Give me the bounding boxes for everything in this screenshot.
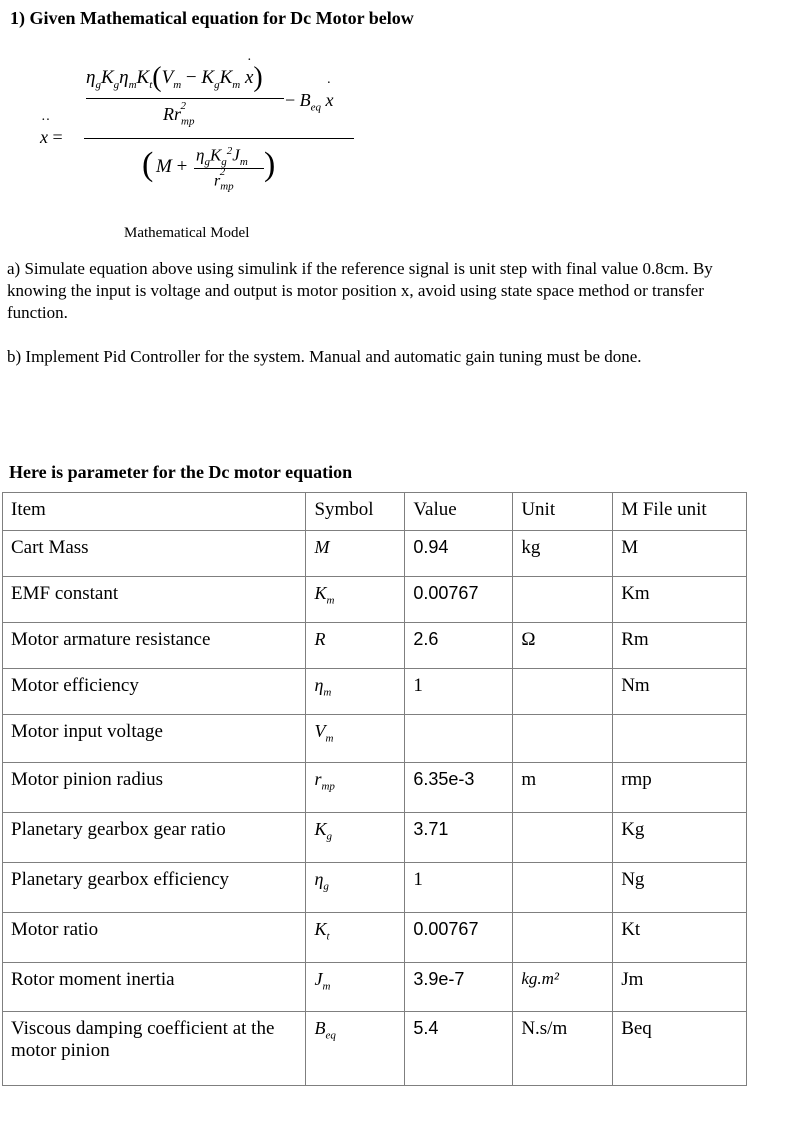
cell-item: EMF constant [3,577,306,623]
table-row [3,531,747,577]
question-a: a) Simulate equation above using simulink if the reference signal is unit step with final value 0.8cm. By knowing the input is voltage and output is motor position x, avoid using state space method or transfer function. [7,259,713,322]
cell-unit [513,913,613,963]
table-row [3,913,747,963]
table-row [3,1012,747,1086]
denominator-bottom: $r_{mp}^2$ [214,166,234,193]
cell-symbol: $B_{eq}$ [306,1012,405,1086]
cell-item: Motor armature resistance [3,623,306,669]
cell-item: Motor ratio [3,913,306,963]
cell-symbol: $J_m$ [306,963,405,1012]
equation-numerator-top: $\eta_gK_g\eta_mK_t(V_m - K_gK_m$ x · ) [86,53,263,93]
cell-value: 2.6 [405,623,513,669]
cell-unit: kg.m² [513,963,613,1012]
cell-mfile [613,715,747,763]
cell-symbol: $\eta_m$ [306,669,405,715]
denominator-mass: M + [156,156,188,177]
cell-mfile: Kg [613,813,747,863]
table-row [3,715,747,763]
cell-symbol: $\eta_g$ [306,863,405,913]
table-row [3,963,747,1012]
cell-mfile: Ng [613,863,747,913]
header-value: Value [405,493,513,531]
cell-item: Motor efficiency [3,669,306,715]
cell-item: Planetary gearbox gear ratio [3,813,306,863]
inner-fraction-bar [86,98,284,99]
cell-unit [513,669,613,715]
header-item: Item [3,493,306,531]
table-row [3,813,747,863]
table-row [3,669,747,715]
cell-symbol: $K_m$ [306,577,405,623]
cell-mfile: Rm [613,623,747,669]
header-unit: Unit [513,493,613,531]
cell-value: 3.71 [405,813,513,863]
cell-item: Planetary gearbox efficiency [3,863,306,913]
table-row [3,763,747,813]
cell-mfile: M [613,531,747,577]
equation-numerator-bottom: $Rr_{mp}^2$ [163,100,195,128]
cell-mfile: rmp [613,763,747,813]
equation-caption: Mathematical Model [124,225,250,241]
table-row [3,863,747,913]
cell-item: Motor input voltage [3,715,306,763]
cell-value: 0.94 [405,531,513,577]
cell-mfile: Jm [613,963,747,1012]
cell-mfile: Km [613,577,747,623]
table-header-row [3,493,747,531]
parameter-table [2,492,747,1086]
cell-symbol: M [306,531,405,577]
cell-unit: N.s/m [513,1012,613,1086]
denominator-top: $\eta_gK_g^2J_m$ [196,145,248,169]
cell-unit: kg [513,531,613,577]
cell-unit [513,863,613,913]
cell-value: 5.4 [405,1012,513,1086]
cell-value: 1 [405,669,513,715]
cell-value: 1 [405,863,513,913]
cell-unit [513,715,613,763]
cell-value: 3.9e-7 [405,963,513,1012]
cell-item: Motor pinion radius [3,763,306,813]
cell-value: 0.00767 [405,913,513,963]
cell-mfile: Kt [613,913,747,963]
header-symbol: Symbol [306,493,405,531]
question-heading: 1) Given Mathematical equation for Dc Motor below [10,8,414,28]
header-mfile: M File unit [613,493,747,531]
cell-mfile: Nm [613,669,747,715]
denominator-paren-left: ( [142,146,154,183]
cell-mfile: Beq [613,1012,747,1086]
cell-item: Cart Mass [3,531,306,577]
cell-value: 6.35e-3 [405,763,513,813]
damping-term: − $B_{eq}$ x · [285,76,334,114]
question-b: b) Implement Pid Controller for the system. Manual and automatic gain tuning must be done. [7,347,642,366]
cell-symbol: $r_{mp}$ [306,763,405,813]
cell-unit [513,813,613,863]
cell-unit: Ω [513,623,613,669]
table-row [3,623,747,669]
cell-unit: m [513,763,613,813]
cell-unit [513,577,613,623]
denominator-fraction-bar [194,168,264,169]
cell-symbol: $K_g$ [306,813,405,863]
cell-symbol: $K_t$ [306,913,405,963]
cell-item: Viscous damping coefficient at the motor pinion [3,1012,306,1086]
denominator-paren-right: ) [264,146,276,183]
cell-symbol: $V_m$ [306,715,405,763]
equation-lhs: x ·· = [40,113,63,147]
cell-symbol: R [306,623,405,669]
cell-value: 0.00767 [405,577,513,623]
cell-item: Rotor moment inertia [3,963,306,1012]
main-fraction-bar [84,138,354,139]
cell-value [405,715,513,763]
table-title: Here is parameter for the Dc motor equation [9,462,353,482]
table-row [3,577,747,623]
